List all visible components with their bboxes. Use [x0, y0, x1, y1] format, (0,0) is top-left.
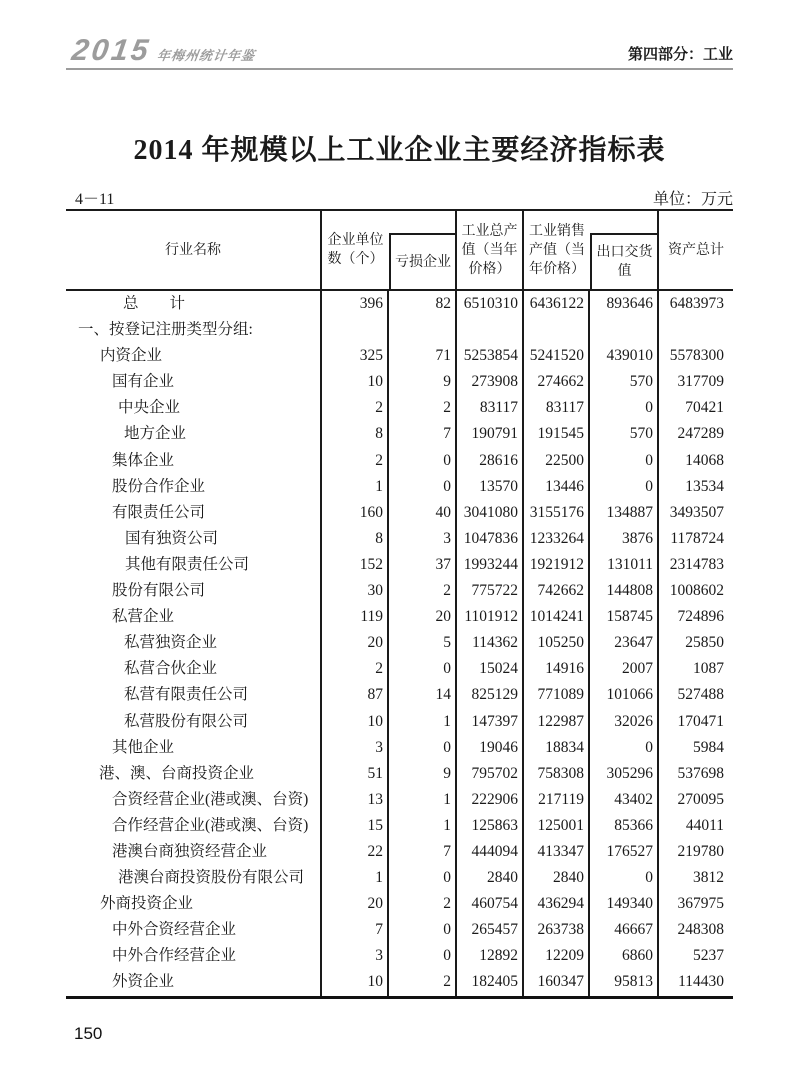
value-cell: 439010 [590, 343, 659, 369]
header-cell-sales-output: 工业销售产值（当年价格） [529, 223, 585, 277]
value-cell: 436294 [524, 891, 590, 917]
table-row [66, 291, 733, 317]
value-cell: 724896 [677, 608, 724, 626]
value-cell: 3041080 [457, 500, 524, 526]
industry-name-cell: 中外合资经营企业 [66, 917, 322, 943]
table-row [66, 500, 733, 526]
industry-name-cell: 股份有限公司 [66, 578, 322, 604]
value-cell: 0 [590, 474, 659, 500]
value-cell: 7 [322, 917, 389, 943]
value-cell: 10 [322, 969, 389, 995]
industry-name-cell: 合资经营企业(港或澳、台资) [66, 787, 322, 813]
value-cell: 15 [322, 813, 389, 839]
value-cell: 0 [590, 735, 659, 761]
value-cell: 191545 [524, 421, 590, 447]
value-cell: 13 [322, 787, 389, 813]
value-cell: 1 [389, 709, 457, 735]
value-cell: 14 [389, 682, 457, 708]
header-cell-gross-output: 工业总产值（当年价格） [457, 211, 524, 289]
table-row [66, 839, 733, 865]
yearbook-year-logo: 2015 [69, 34, 154, 67]
industry-name-cell: 其他有限责任公司 [66, 552, 322, 578]
table-meta [66, 187, 733, 209]
header-rule [66, 68, 733, 70]
industry-name-cell: 一、按登记注册类型分组: [66, 317, 322, 343]
value-cell: 1921912 [524, 552, 590, 578]
value-cell: 2314783 [669, 555, 724, 573]
value-cell: 1008602 [669, 582, 724, 600]
stepped-header-box: 出口交货值 [590, 233, 657, 289]
unit-label: 单位：万元 [652, 191, 733, 208]
value-cell: 3 [322, 943, 389, 969]
value-cell: 14916 [524, 656, 590, 682]
value-cell: 1 [322, 865, 389, 891]
value-cell: 14068 [685, 451, 724, 469]
value-cell: 160347 [524, 969, 590, 995]
value-cell: 70421 [685, 399, 724, 417]
value-cell: 2 [389, 969, 457, 995]
value-cell: 0 [590, 865, 659, 891]
value-cell: 18834 [524, 735, 590, 761]
value-cell: 8 [322, 421, 389, 447]
value-cell: 893646 [590, 291, 659, 317]
value-cell [389, 317, 457, 343]
table-row [66, 787, 733, 813]
value-cell: 0 [389, 865, 457, 891]
value-cell: 444094 [457, 839, 524, 865]
value-cell: 12892 [457, 943, 524, 969]
value-cell: 3812 [693, 869, 724, 887]
table-row [66, 917, 733, 943]
industry-name-cell: 私营有限责任公司 [66, 682, 322, 708]
value-cell: 134887 [590, 500, 659, 526]
value-cell: 23647 [590, 630, 659, 656]
value-cell: 570 [590, 369, 659, 395]
industry-name-cell: 地方企业 [66, 421, 322, 447]
industry-name-cell: 集体企业 [66, 448, 322, 474]
value-cell: 83117 [524, 395, 590, 421]
value-cell: 19046 [457, 735, 524, 761]
industry-name-cell: 私营股份有限公司 [66, 709, 322, 735]
value-cell: 6510310 [457, 291, 524, 317]
value-cell: 95813 [590, 969, 659, 995]
industry-name-cell: 外商投资企业 [66, 891, 322, 917]
value-cell: 1047836 [457, 526, 524, 552]
value-cell: 6483973 [669, 295, 724, 312]
header-cell-industry: 行业名称 [66, 211, 322, 289]
value-cell [322, 317, 389, 343]
value-cell: 2 [322, 448, 389, 474]
value-cell: 105250 [524, 630, 590, 656]
value-cell: 0 [389, 448, 457, 474]
value-cell: 758308 [524, 761, 590, 787]
table-row [66, 761, 733, 787]
table-row [66, 709, 733, 735]
table-number: 4－11 [75, 191, 115, 208]
table-body [66, 291, 733, 999]
header-cell-total-assets: 资产总计 [668, 242, 724, 258]
value-cell: 9 [389, 761, 457, 787]
value-cell: 176527 [590, 839, 659, 865]
table-row [66, 421, 733, 447]
value-cell: 3493507 [669, 503, 724, 521]
industry-name-cell: 股份合作企业 [66, 474, 322, 500]
value-cell: 144808 [590, 578, 659, 604]
value-cell: 7 [389, 839, 457, 865]
table-row [66, 682, 733, 708]
value-cell: 0 [590, 395, 659, 421]
value-cell: 10 [322, 369, 389, 395]
stepped-header-box: 亏损企业 [389, 233, 455, 289]
value-cell: 2 [322, 395, 389, 421]
value-cell: 114362 [457, 630, 524, 656]
table-row [66, 943, 733, 969]
value-cell: 7 [389, 421, 457, 447]
value-cell: 0 [389, 917, 457, 943]
value-cell: 1 [389, 787, 457, 813]
value-cell: 1 [322, 474, 389, 500]
value-cell: 182405 [457, 969, 524, 995]
value-cell: 190791 [457, 421, 524, 447]
value-cell: 5578300 [669, 347, 724, 365]
value-cell: 6860 [590, 943, 659, 969]
value-cell: 9 [389, 369, 457, 395]
value-cell: 263738 [524, 917, 590, 943]
value-cell: 1993244 [457, 552, 524, 578]
value-cell: 274662 [524, 369, 590, 395]
value-cell: 825129 [457, 682, 524, 708]
value-cell: 46667 [590, 917, 659, 943]
value-cell: 82 [389, 291, 457, 317]
value-cell: 20 [322, 891, 389, 917]
value-cell: 22 [322, 839, 389, 865]
table-row [66, 578, 733, 604]
value-cell: 527488 [677, 686, 724, 704]
value-cell: 248308 [677, 921, 724, 939]
value-cell: 795702 [457, 761, 524, 787]
table-row [66, 656, 733, 682]
value-cell: 5241520 [524, 343, 590, 369]
value-cell: 125001 [524, 813, 590, 839]
value-cell: 83117 [457, 395, 524, 421]
header-cell-num-enterprises: 企业单位数（个） [327, 233, 384, 267]
value-cell: 1233264 [524, 526, 590, 552]
value-cell: 367975 [677, 895, 724, 913]
value-cell: 3 [322, 735, 389, 761]
value-cell: 3 [389, 526, 457, 552]
value-cell: 460754 [457, 891, 524, 917]
table-row [66, 474, 733, 500]
value-cell: 87 [322, 682, 389, 708]
value-cell: 742662 [524, 578, 590, 604]
value-cell: 5984 [693, 738, 724, 756]
value-cell: 37 [389, 552, 457, 578]
industry-name-cell: 其他企业 [66, 735, 322, 761]
value-cell: 5237 [693, 947, 724, 965]
header-cell-export-delivery [590, 211, 659, 289]
value-cell: 6436122 [524, 291, 590, 317]
value-cell: 0 [389, 474, 457, 500]
value-cell: 2007 [590, 656, 659, 682]
table-header-row [66, 209, 733, 291]
statistics-table [66, 209, 733, 999]
yearbook-name: 年梅州统计年鉴 [156, 48, 257, 63]
value-cell: 222906 [457, 787, 524, 813]
table-row [66, 630, 733, 656]
value-cell: 2 [389, 891, 457, 917]
table-row [66, 865, 733, 891]
value-cell: 101066 [590, 682, 659, 708]
value-cell: 147397 [457, 709, 524, 735]
value-cell: 305296 [590, 761, 659, 787]
value-cell: 2 [389, 395, 457, 421]
industry-name-cell: 港、澳、台商投资企业 [66, 761, 322, 787]
table-row [66, 552, 733, 578]
table-row [66, 813, 733, 839]
table-row [66, 448, 733, 474]
value-cell: 0 [389, 735, 457, 761]
industry-name-cell: 国有企业 [66, 369, 322, 395]
value-cell: 32026 [590, 709, 659, 735]
table-row [66, 969, 733, 995]
value-cell: 2 [389, 578, 457, 604]
value-cell: 158745 [590, 604, 659, 630]
value-cell: 8 [322, 526, 389, 552]
industry-name-cell: 港澳台商独资经营企业 [66, 839, 322, 865]
value-cell: 396 [322, 291, 389, 317]
value-cell: 1178724 [670, 529, 724, 547]
value-cell: 413347 [524, 839, 590, 865]
industry-name-cell: 私营企业 [66, 604, 322, 630]
table-row [66, 526, 733, 552]
value-cell: 1 [389, 813, 457, 839]
value-cell: 22500 [524, 448, 590, 474]
value-cell: 10 [322, 709, 389, 735]
industry-name-cell: 合作经营企业(港或澳、台资) [66, 813, 322, 839]
value-cell: 85366 [590, 813, 659, 839]
section-label: 第四部分：工业 [627, 46, 733, 63]
value-cell: 5253854 [457, 343, 524, 369]
value-cell: 119 [322, 604, 389, 630]
value-cell: 325 [322, 343, 389, 369]
value-cell: 43402 [590, 787, 659, 813]
value-cell: 771089 [524, 682, 590, 708]
industry-name-cell: 私营独资企业 [66, 630, 322, 656]
industry-name-cell: 内资企业 [66, 343, 322, 369]
value-cell: 20 [389, 604, 457, 630]
industry-name-cell: 国有独资公司 [66, 526, 322, 552]
value-cell: 2840 [457, 865, 524, 891]
value-cell: 28616 [457, 448, 524, 474]
value-cell: 149340 [590, 891, 659, 917]
industry-name-cell: 中央企业 [66, 395, 322, 421]
value-cell [524, 317, 590, 343]
value-cell: 13570 [457, 474, 524, 500]
value-cell: 30 [322, 578, 389, 604]
value-cell: 1101912 [457, 604, 524, 630]
value-cell: 12209 [524, 943, 590, 969]
value-cell: 0 [389, 656, 457, 682]
running-header [66, 34, 733, 68]
value-cell [457, 317, 524, 343]
value-cell: 1014241 [524, 604, 590, 630]
industry-name-cell: 外资企业 [66, 969, 322, 995]
value-cell: 122987 [524, 709, 590, 735]
value-cell: 3876 [590, 526, 659, 552]
value-cell: 247289 [677, 425, 724, 443]
industry-name-cell: 有限责任公司 [66, 500, 322, 526]
value-cell: 152 [322, 552, 389, 578]
value-cell: 270095 [677, 790, 724, 808]
value-cell: 2 [322, 656, 389, 682]
table-row [66, 369, 733, 395]
value-cell [590, 317, 659, 343]
value-cell: 44011 [685, 816, 724, 834]
value-cell: 170471 [677, 712, 724, 730]
value-cell: 114430 [678, 973, 724, 991]
value-cell: 13446 [524, 474, 590, 500]
value-cell: 2840 [524, 865, 590, 891]
value-cell: 5 [389, 630, 457, 656]
table-row [66, 604, 733, 630]
header-cell-loss-enterprises [389, 211, 457, 289]
table-row [66, 343, 733, 369]
value-cell: 1087 [693, 660, 724, 678]
value-cell: 0 [389, 943, 457, 969]
value-cell: 125863 [457, 813, 524, 839]
value-cell: 20 [322, 630, 389, 656]
value-cell: 775722 [457, 578, 524, 604]
value-cell: 0 [590, 448, 659, 474]
value-cell: 71 [389, 343, 457, 369]
table-row [66, 395, 733, 421]
value-cell: 3155176 [524, 500, 590, 526]
industry-name-cell: 私营合伙企业 [66, 656, 322, 682]
value-cell: 51 [322, 761, 389, 787]
value-cell: 217119 [524, 787, 590, 813]
value-cell: 25850 [685, 634, 724, 652]
industry-name-cell: 总 计 [66, 291, 322, 317]
industry-name-cell: 港澳台商投资股份有限公司 [66, 865, 322, 891]
value-cell: 537698 [677, 764, 724, 782]
value-cell: 15024 [457, 656, 524, 682]
table-row [66, 317, 733, 343]
value-cell: 273908 [457, 369, 524, 395]
value-cell: 265457 [457, 917, 524, 943]
yearbook-logo [70, 34, 259, 68]
value-cell: 13534 [685, 477, 724, 495]
value-cell: 160 [322, 500, 389, 526]
value-cell: 40 [389, 500, 457, 526]
page-title: 2014 年规模以上工业企业主要经济指标表 [133, 135, 666, 166]
value-cell: 219780 [677, 842, 724, 860]
table-row [66, 735, 733, 761]
industry-name-cell: 中外合作经营企业 [66, 943, 322, 969]
value-cell: 570 [590, 421, 659, 447]
value-cell [659, 317, 733, 343]
page-number: 150 [74, 1024, 103, 1043]
table-row [66, 891, 733, 917]
value-cell: 317709 [677, 373, 724, 391]
value-cell: 131011 [590, 552, 659, 578]
